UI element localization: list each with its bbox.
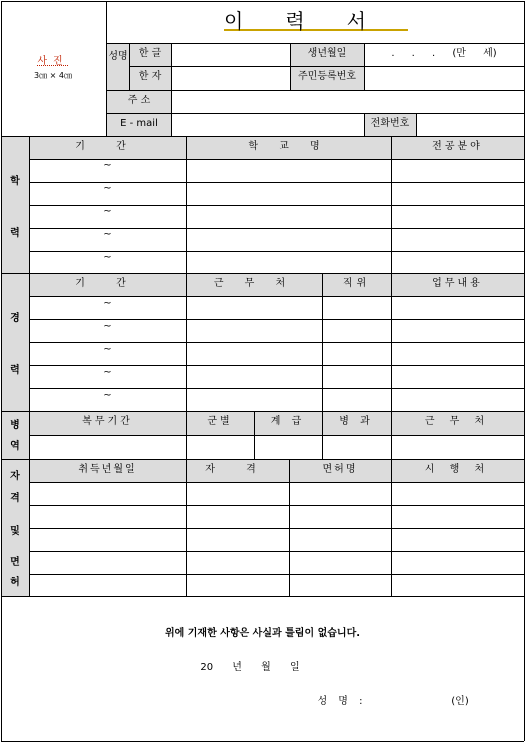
- birth-date-field[interactable]: . . . (만 세): [391, 48, 497, 59]
- license-section-label-4: 면: [10, 557, 20, 568]
- career-row-period[interactable]: ~: [103, 298, 112, 309]
- education-section-label-1: 학: [10, 176, 20, 187]
- resident-number-field[interactable]: [365, 67, 523, 89]
- document-title: 이력서: [224, 9, 408, 33]
- hanja-name-field[interactable]: [171, 67, 289, 89]
- military-specialty-header: 병 과: [339, 416, 374, 427]
- license-qualification-header: 자 격: [205, 464, 270, 475]
- license-section-label-3: 및: [10, 526, 20, 537]
- license-issuer-header: 시 행 처: [424, 464, 491, 475]
- career-side-cell: [1, 273, 29, 411]
- address-field[interactable]: [172, 91, 523, 112]
- military-branch-header: 군별: [207, 416, 233, 427]
- education-row-period[interactable]: ~: [103, 206, 112, 217]
- military-unit-header: 근 무 처: [424, 416, 491, 427]
- education-row-period[interactable]: ~: [103, 252, 112, 263]
- license-section-label-5: 허: [10, 577, 20, 588]
- seal-mark: (인): [451, 696, 469, 707]
- photo-label: 사진: [37, 56, 69, 67]
- career-row-period[interactable]: ~: [103, 390, 112, 401]
- email-label: E - mail: [120, 118, 158, 129]
- education-period-header: 기 간: [75, 141, 140, 152]
- resident-number-label: 주민등록번호: [298, 71, 356, 82]
- birth-label: 생년월일: [307, 48, 347, 59]
- license-name-header: 면허명: [322, 464, 358, 475]
- military-section-label-2: 역: [10, 441, 20, 452]
- education-row-period[interactable]: ~: [103, 229, 112, 240]
- education-school-header: 학 교 명: [248, 141, 329, 152]
- signature-date: 20 년 월 일: [200, 662, 300, 673]
- license-section-label-1: 자: [10, 471, 20, 482]
- education-side-cell: [1, 136, 29, 273]
- career-row-period[interactable]: ~: [103, 321, 112, 332]
- email-field[interactable]: [172, 114, 363, 135]
- career-row-period[interactable]: ~: [103, 367, 112, 378]
- education-major-header: 전공분야: [432, 141, 483, 152]
- certification-statement: 위에 기재한 사항은 사실과 틀림이 없습니다.: [164, 628, 361, 639]
- career-position-header: 직위: [342, 278, 371, 289]
- education-row-period[interactable]: ~: [103, 183, 112, 194]
- military-section-label-1: 병: [10, 420, 20, 431]
- career-duties-header: 업무내용: [432, 278, 483, 289]
- career-employer-header: 근 무 처: [213, 278, 295, 289]
- license-date-header: 취득년월일: [78, 464, 137, 475]
- phone-label: 전화번호: [370, 118, 410, 129]
- career-row-period[interactable]: ~: [103, 344, 112, 355]
- career-period-header: 기 간: [75, 278, 140, 289]
- license-section-label-2: 격: [10, 493, 20, 504]
- military-service-period-header: 복무기간: [82, 416, 133, 427]
- phone-field[interactable]: [417, 114, 523, 135]
- career-section-label-1: 경: [10, 313, 20, 324]
- hangul-label: 한 글: [138, 48, 162, 59]
- signature-name-label: 성 명 :: [317, 696, 363, 707]
- career-section-label-2: 력: [10, 365, 20, 376]
- hangul-name-field[interactable]: [171, 44, 289, 65]
- education-row-period[interactable]: ~: [103, 160, 112, 171]
- name-label: 성명: [108, 51, 128, 62]
- education-section-label-2: 력: [10, 228, 20, 239]
- hanja-label: 한 자: [138, 71, 162, 82]
- address-label: 주 소: [127, 95, 151, 106]
- photo-size: 3㎝ × 4㎝: [34, 71, 72, 80]
- military-rank-header: 계 급: [270, 416, 306, 427]
